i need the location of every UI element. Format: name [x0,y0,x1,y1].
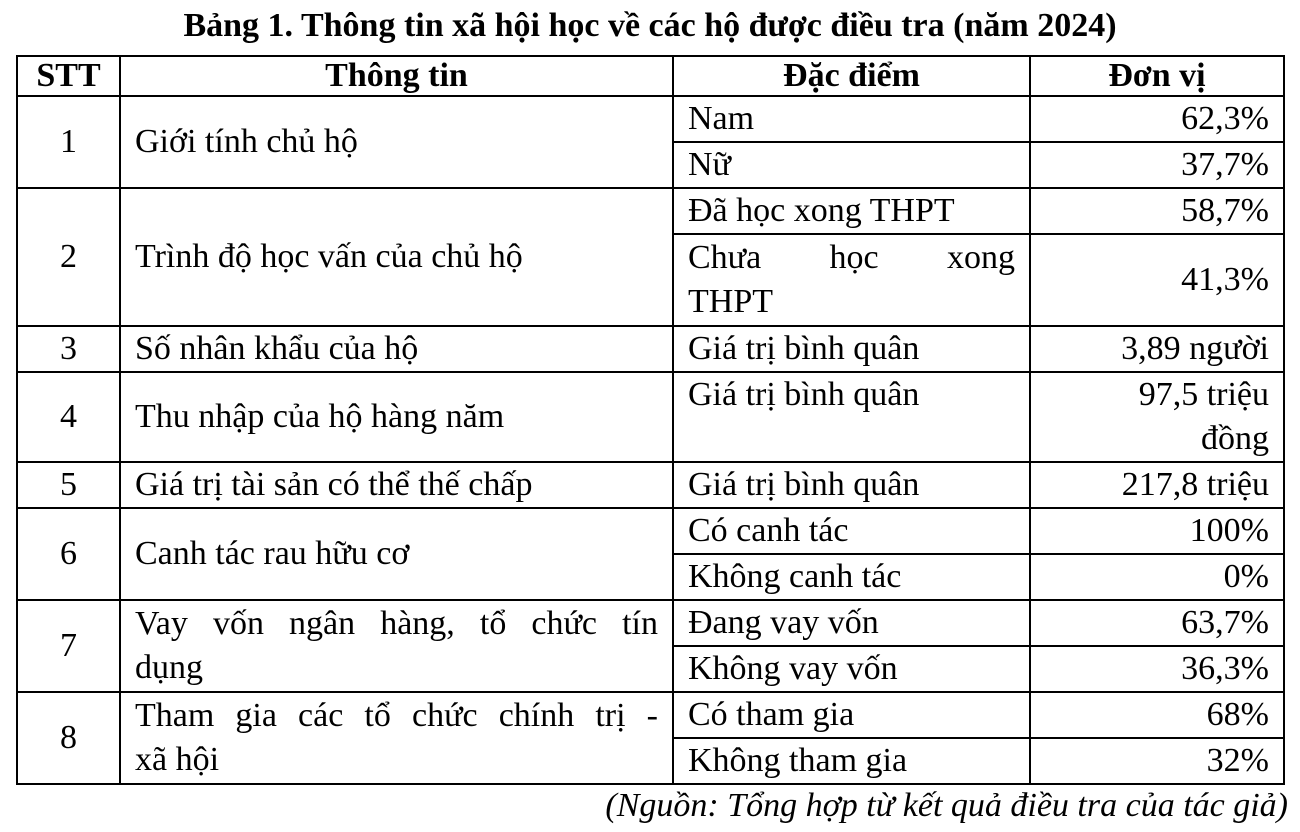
row-value: 41,3% [1030,234,1284,326]
row-feature: Đã học xong THPT [673,188,1030,234]
row-number: 4 [17,372,120,462]
row-feature: Nữ [673,142,1030,188]
table-row [17,462,1284,508]
row-feature: Giá trị bình quân [673,462,1030,508]
table-row [17,692,1284,738]
feature-word: Chưa [688,239,762,276]
row-value: 63,7% [1030,600,1284,646]
row-feature: Không vay vốn [673,646,1030,692]
row-value: 58,7% [1030,188,1284,234]
row-info: Thu nhập của hộ hàng năm [120,372,673,462]
table-row [17,96,1284,142]
survey-table [16,55,1285,785]
table-row [17,188,1284,234]
row-number: 8 [17,692,120,784]
row-value: 3,89 người [1030,326,1284,372]
row-feature: Có tham gia [673,692,1030,738]
row-feature: Giá trị bình quân [673,372,1030,462]
feature-word: xong [946,239,1015,276]
row-info: Số nhân khẩu của hộ [120,326,673,372]
row-info [120,600,673,692]
row-feature [673,234,1030,326]
header-row [17,56,1284,96]
info-line-1: Tham gia các tổ chức chính trị - [135,697,658,734]
row-value: 36,3% [1030,646,1284,692]
header-unit: Đơn vị [1030,56,1284,96]
info-line-2: xã hội [135,741,220,778]
table-row [17,326,1284,372]
row-feature: Nam [673,96,1030,142]
feature-line-1 [688,236,1015,280]
header-stt: STT [17,56,120,96]
row-feature: Không canh tác [673,554,1030,600]
row-feature: Không tham gia [673,738,1030,784]
row-number: 7 [17,600,120,692]
row-number: 3 [17,326,120,372]
row-value: 100% [1030,508,1284,554]
row-value: 32% [1030,738,1284,784]
row-info [120,692,673,784]
row-feature: Có canh tác [673,508,1030,554]
row-info: Canh tác rau hữu cơ [120,508,673,600]
source-note: (Nguồn: Tổng hợp từ kết quả điều tra của tác giả) [605,787,1288,824]
table-title: Bảng 1. Thông tin xã hội học về các hộ được điều tra (năm 2024) [183,7,1117,44]
row-number: 2 [17,188,120,326]
table-row [17,372,1284,462]
value-line-2: đồng [1201,420,1269,457]
info-line-1: Vay vốn ngân hàng, tổ chức tín [135,605,658,642]
value-line-1: 97,5 triệu [1138,376,1269,413]
table-row [17,600,1284,646]
row-feature: Đang vay vốn [673,600,1030,646]
row-feature: Giá trị bình quân [673,326,1030,372]
info-line-2: dụng [135,649,203,686]
feature-word: học [829,239,879,276]
row-value: 62,3% [1030,96,1284,142]
header-info: Thông tin [120,56,673,96]
row-value [1030,372,1284,462]
row-info: Giá trị tài sản có thể thế chấp [120,462,673,508]
header-feature: Đặc điểm [673,56,1030,96]
table-row [17,508,1284,554]
row-number: 5 [17,462,120,508]
row-info: Giới tính chủ hộ [120,96,673,188]
row-value: 0% [1030,554,1284,600]
row-value: 68% [1030,692,1284,738]
row-number: 6 [17,508,120,600]
row-info: Trình độ học vấn của chủ hộ [120,188,673,326]
row-value: 37,7% [1030,142,1284,188]
row-number: 1 [17,96,120,188]
row-value: 217,8 triệu [1030,462,1284,508]
feature-line-2: THPT [688,283,773,320]
